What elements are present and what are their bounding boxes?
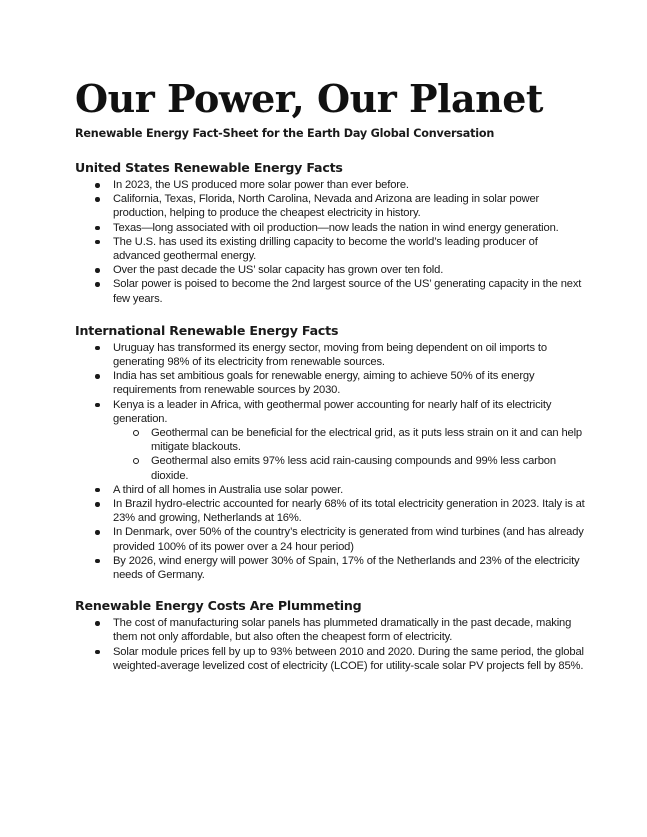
list-item-text: Kenya is a leader in Africa, with geothermal power accounting for nearly half of its electricity generation. (113, 398, 552, 425)
list-item: By 2026, wind energy will power 30% of Spain, 17% of the Netherlands and 23% of the electricity needs of Germany. (75, 554, 585, 582)
list-item (75, 398, 585, 483)
document-subtitle: Renewable Energy Fact-Sheet for the Earth Day Global Conversation (75, 127, 495, 140)
list-item: California, Texas, Florida, North Carolina, Nevada and Arizona are leading in solar power production, helping to produce the cheapest electricity in history. (75, 192, 585, 220)
list-item: Uruguay has transformed its energy sector, moving from being dependent on oil imports to generating 98% of its electricity from renewable sources. (75, 341, 585, 369)
list-item: Solar module prices fell by up to 93% between 2010 and 2020. During the same period, the global weighted-average levelized cost of electricity (LCOE) for utility-scale solar PV projects fell by 85%. (75, 645, 585, 673)
list-item: India has set ambitious goals for renewable energy, aiming to achieve 50% of its energy requirements from renewable sources by 2030. (75, 369, 585, 397)
kenya-sublist (113, 426, 585, 483)
list-item: Solar power is poised to become the 2nd largest source of the US’ generating capacity in the next few years. (75, 277, 585, 305)
list-item: The cost of manufacturing solar panels has plummeted dramatically in the past decade, making them not only affordable, but also often the cheapest form of electricity. (75, 616, 585, 644)
costs-list (75, 616, 585, 673)
list-item: In Denmark, over 50% of the country’s electricity is generated from wind turbines (and has already provided 100% of its power over a 24 hour period) (75, 525, 585, 553)
document-page (75, 78, 585, 673)
international-facts-list (75, 341, 585, 582)
document-title: Our Power, Our Planet (75, 76, 543, 121)
sub-list-item: Geothermal also emits 97% less acid rain-causing compounds and 99% less carbon dioxide. (113, 454, 585, 482)
list-item: Texas—long associated with oil production—now leads the nation in wind energy generation. (75, 221, 585, 235)
list-item: In Brazil hydro-electric accounted for nearly 68% of its total electricity generation in 2023. Italy is at 23% and growing, Netherlands at 16%. (75, 497, 585, 525)
sub-list-item: Geothermal can be beneficial for the electrical grid, as it puts less strain on it and can help mitigate blackouts. (113, 426, 585, 454)
section-heading-international-facts: International Renewable Energy Facts (75, 322, 339, 338)
list-item: In 2023, the US produced more solar power than ever before. (75, 178, 585, 192)
section-heading-costs: Renewable Energy Costs Are Plummeting (75, 598, 362, 614)
section-heading-us-facts: United States Renewable Energy Facts (75, 160, 343, 175)
list-item: Over the past decade the US’ solar capacity has grown over ten fold. (75, 263, 585, 277)
us-facts-list (75, 178, 585, 306)
list-item: A third of all homes in Australia use solar power. (75, 483, 585, 497)
list-item: The U.S. has used its existing drilling capacity to become the world’s leading producer of advanced geothermal energy. (75, 235, 585, 263)
